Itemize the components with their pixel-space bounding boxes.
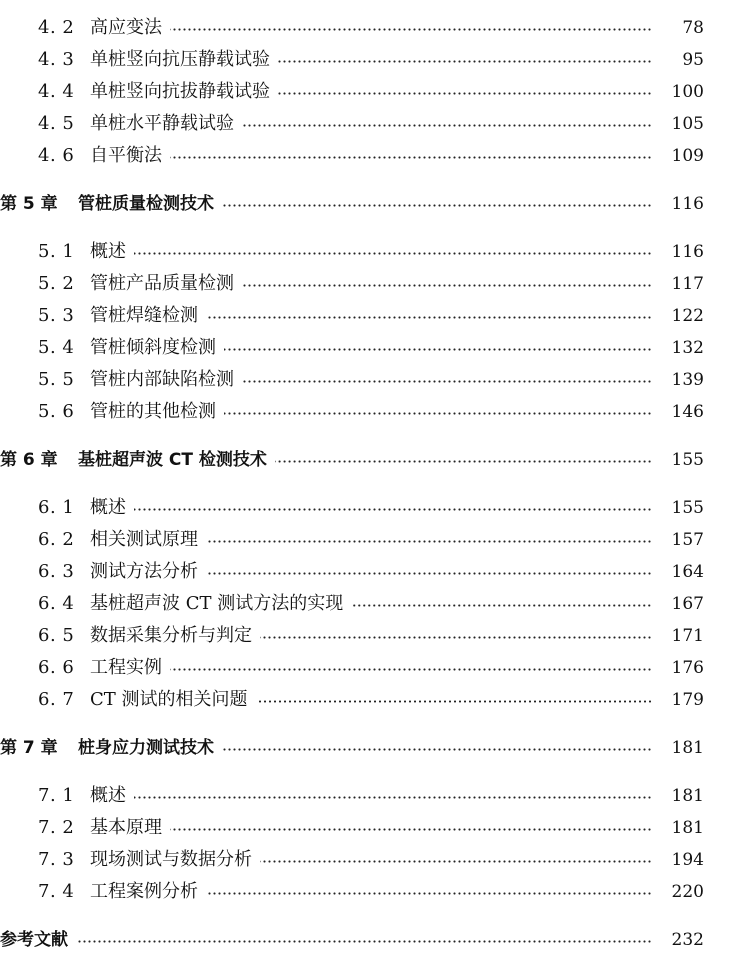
entry-title: 管桩的其他检测 — [90, 401, 216, 422]
entry-number: 4. 6 — [38, 145, 75, 166]
entry-page-number: 100 — [671, 82, 704, 102]
dot-leader — [260, 860, 652, 863]
entry-number: 5. 6 — [38, 401, 75, 422]
entry-page-number: 95 — [682, 50, 704, 70]
entry-title: CT 测试的相关问题 — [90, 689, 248, 710]
entry-title: 工程实例 — [90, 657, 162, 678]
entry-title: 管桩倾斜度检测 — [90, 337, 216, 358]
toc-entry-5-2[interactable] — [0, 271, 730, 297]
dot-leader — [242, 380, 652, 383]
entry-page-number: 232 — [671, 930, 704, 950]
toc-references[interactable] — [0, 927, 730, 953]
entry-page-number: 139 — [671, 370, 704, 390]
entry-page-number: 78 — [682, 18, 704, 38]
entry-page-number: 155 — [671, 498, 704, 518]
dot-leader — [224, 412, 652, 415]
dot-leader — [222, 204, 652, 207]
toc-entry-4-5[interactable] — [0, 111, 730, 137]
entry-page-number: 109 — [671, 146, 704, 166]
entry-number: 5. 2 — [38, 273, 75, 294]
entry-title: 数据采集分析与判定 — [90, 625, 252, 646]
dot-leader — [206, 892, 652, 895]
dot-leader — [260, 636, 652, 639]
toc-entry-6-4[interactable] — [0, 591, 730, 617]
chapter-title: 管桩质量检测技术 — [78, 194, 214, 214]
dot-leader — [170, 28, 652, 31]
entry-page-number: 181 — [671, 818, 704, 838]
chapter-number: 第 5 章 — [0, 194, 58, 214]
chapter-title: 桩身应力测试技术 — [78, 738, 214, 758]
entry-title: 高应变法 — [90, 17, 162, 38]
toc-entry-6-5[interactable] — [0, 623, 730, 649]
entry-page-number: 116 — [671, 242, 704, 262]
dot-leader — [242, 284, 652, 287]
entry-page-number: 167 — [671, 594, 704, 614]
entry-title: 概述 — [90, 241, 126, 262]
toc-entry-4-2[interactable] — [0, 15, 730, 41]
entry-title: 单桩水平静载试验 — [90, 113, 234, 134]
entry-page-number: 122 — [671, 306, 704, 326]
dot-leader — [278, 92, 652, 95]
toc-entry-6-3[interactable] — [0, 559, 730, 585]
entry-number: 5. 3 — [38, 305, 75, 326]
entry-title: 管桩产品质量检测 — [90, 273, 234, 294]
toc-entry-7-4[interactable] — [0, 879, 730, 905]
entry-title: 概述 — [90, 785, 126, 806]
entry-number: 5. 1 — [38, 241, 75, 262]
toc-entry-7-1[interactable] — [0, 783, 730, 809]
entry-page-number: 157 — [671, 530, 704, 550]
entry-page-number: 181 — [671, 786, 704, 806]
entry-title: 测试方法分析 — [90, 561, 198, 582]
toc-entry-5-5[interactable] — [0, 367, 730, 393]
dot-leader — [206, 316, 652, 319]
dot-leader — [206, 540, 652, 543]
entry-page-number: 220 — [671, 882, 704, 902]
entry-number: 6. 4 — [38, 593, 75, 614]
entry-page-number: 171 — [671, 626, 704, 646]
entry-page-number: 132 — [671, 338, 704, 358]
entry-number: 4. 4 — [38, 81, 75, 102]
entry-page-number: 164 — [671, 562, 704, 582]
toc-entry-6-7[interactable] — [0, 687, 730, 713]
entry-number: 7. 1 — [38, 785, 75, 806]
toc-entry-6-6[interactable] — [0, 655, 730, 681]
toc-chapter-5[interactable] — [0, 191, 730, 217]
dot-leader — [351, 604, 652, 607]
chapter-number: 第 6 章 — [0, 450, 58, 470]
toc-entry-6-1[interactable] — [0, 495, 730, 521]
dot-leader — [278, 60, 652, 63]
toc-entry-4-6[interactable] — [0, 143, 730, 169]
dot-leader — [275, 460, 652, 463]
toc-entry-5-3[interactable] — [0, 303, 730, 329]
toc-entry-7-3[interactable] — [0, 847, 730, 873]
entry-number: 4. 3 — [38, 49, 75, 70]
toc-entry-4-4[interactable] — [0, 79, 730, 105]
entry-page-number: 146 — [671, 402, 704, 422]
entry-number: 5. 5 — [38, 369, 75, 390]
entry-number: 6. 2 — [38, 529, 75, 550]
entry-number: 6. 3 — [38, 561, 75, 582]
toc-chapter-6[interactable] — [0, 447, 730, 473]
entry-page-number: 181 — [671, 738, 704, 758]
entry-page-number: 105 — [671, 114, 704, 134]
dot-leader — [224, 348, 652, 351]
entry-title: 概述 — [90, 497, 126, 518]
dot-leader — [76, 940, 652, 943]
entry-title: 单桩竖向抗拔静载试验 — [90, 81, 270, 102]
entry-title: 工程案例分析 — [90, 881, 198, 902]
chapter-number: 第 7 章 — [0, 738, 58, 758]
dot-leader — [134, 252, 652, 255]
entry-number: 5. 4 — [38, 337, 75, 358]
entry-page-number: 194 — [671, 850, 704, 870]
entry-title: 单桩竖向抗压静载试验 — [90, 49, 270, 70]
entry-title: 相关测试原理 — [90, 529, 198, 550]
entry-number: 7. 2 — [38, 817, 75, 838]
dot-leader — [170, 668, 652, 671]
entry-title: 基本原理 — [90, 817, 162, 838]
entry-number: 4. 5 — [38, 113, 75, 134]
entry-number: 6. 5 — [38, 625, 75, 646]
dot-leader — [170, 156, 652, 159]
entry-number: 7. 4 — [38, 881, 75, 902]
toc-entry-5-1[interactable] — [0, 239, 730, 265]
entry-title: 管桩内部缺陷检测 — [90, 369, 234, 390]
toc-entry-4-3[interactable] — [0, 47, 730, 73]
entry-page-number: 179 — [671, 690, 704, 710]
entry-number: 6. 6 — [38, 657, 75, 678]
entry-title: 管桩焊缝检测 — [90, 305, 198, 326]
entry-number: 6. 1 — [38, 497, 75, 518]
dot-leader — [134, 796, 652, 799]
toc-entry-5-4[interactable] — [0, 335, 730, 361]
toc-chapter-7[interactable] — [0, 735, 730, 761]
entry-page-number: 117 — [671, 274, 704, 294]
chapter-title: 基桩超声波 CT 检测技术 — [78, 450, 267, 470]
toc-entry-7-2[interactable] — [0, 815, 730, 841]
entry-title: 自平衡法 — [90, 145, 162, 166]
entry-number: 7. 3 — [38, 849, 75, 870]
dot-leader — [222, 748, 652, 751]
dot-leader — [170, 828, 652, 831]
references-title: 参考文献 — [0, 930, 68, 950]
toc-entry-5-6[interactable] — [0, 399, 730, 425]
entry-title: 基桩超声波 CT 测试方法的实现 — [90, 593, 344, 614]
entry-number: 6. 7 — [38, 689, 75, 710]
dot-leader — [134, 508, 652, 511]
dot-leader — [242, 124, 652, 127]
entry-number: 4. 2 — [38, 17, 75, 38]
entry-page-number: 155 — [671, 450, 704, 470]
entry-title: 现场测试与数据分析 — [90, 849, 252, 870]
entry-page-number: 116 — [671, 194, 704, 214]
dot-leader — [206, 572, 652, 575]
toc-entry-6-2[interactable] — [0, 527, 730, 553]
entry-page-number: 176 — [671, 658, 704, 678]
dot-leader — [256, 700, 653, 703]
